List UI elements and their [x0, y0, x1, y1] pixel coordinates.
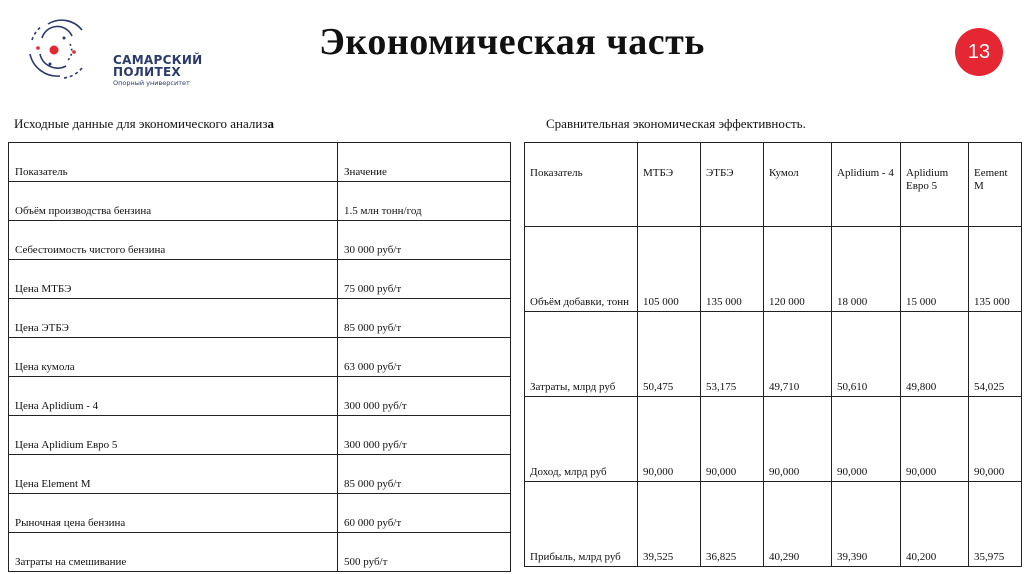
table-row [9, 299, 511, 338]
table-cell: 90,000 [901, 397, 969, 482]
table-header-row [9, 143, 511, 182]
table-cell: 105 000 [638, 227, 701, 312]
table-cell: 85 000 руб/т [338, 299, 511, 338]
table-cell: 53,175 [701, 312, 764, 397]
table-cell: 300 000 руб/т [338, 377, 511, 416]
table-row [525, 227, 1022, 312]
table-cell: 90,000 [701, 397, 764, 482]
header-cell: Eement M [969, 143, 1022, 227]
table-cell: 30 000 руб/т [338, 221, 511, 260]
header-cell: Значение [338, 143, 511, 182]
table-row [9, 533, 511, 572]
slide-number-badge: 13 [955, 28, 1003, 76]
table-row [9, 182, 511, 221]
header-cell: МТБЭ [638, 143, 701, 227]
table-cell: 35,975 [969, 482, 1022, 567]
table-row [9, 455, 511, 494]
table-cell: Цена МТБЭ [9, 260, 338, 299]
efficiency-table [524, 142, 1022, 567]
header-cell: Кумол [764, 143, 832, 227]
table-row [9, 416, 511, 455]
table-row [9, 494, 511, 533]
header-cell: ЭТБЭ [701, 143, 764, 227]
logo-line1: САМАРСКИЙ [113, 53, 203, 67]
table-row [525, 397, 1022, 482]
table-cell: 54,025 [969, 312, 1022, 397]
table-cell: 49,800 [901, 312, 969, 397]
header-cell: Показатель [9, 143, 338, 182]
table-row [9, 260, 511, 299]
table-cell: 90,000 [638, 397, 701, 482]
table-cell: 90,000 [764, 397, 832, 482]
table-row [9, 221, 511, 260]
table-cell: 39,525 [638, 482, 701, 567]
left-caption-bold: а [267, 116, 274, 131]
table-header-row [525, 143, 1022, 227]
table-cell: 60 000 руб/т [338, 494, 511, 533]
table-cell: 135 000 [969, 227, 1022, 312]
table-cell: 39,390 [832, 482, 901, 567]
table-cell: Затраты, млрд руб [525, 312, 638, 397]
table-cell: 85 000 руб/т [338, 455, 511, 494]
header-cell: Показатель [525, 143, 638, 227]
page-title: Экономическая часть [319, 21, 705, 63]
header-cell: Aplidium - 4 [832, 143, 901, 227]
table-cell: 1.5 млн тонн/год [338, 182, 511, 221]
table-cell: 18 000 [832, 227, 901, 312]
table-cell: 90,000 [969, 397, 1022, 482]
table-cell: 40,200 [901, 482, 969, 567]
table-row [9, 338, 511, 377]
table-cell: 300 000 руб/т [338, 416, 511, 455]
table-cell: 50,475 [638, 312, 701, 397]
table-cell: 49,710 [764, 312, 832, 397]
table-cell: Затраты на смешивание [9, 533, 338, 572]
logo-line2: ПОЛИТЕХ [113, 65, 181, 79]
table-row [525, 312, 1022, 397]
table-cell: 50,610 [832, 312, 901, 397]
table-cell: Объём производства бензина [9, 182, 338, 221]
input-data-table [8, 142, 511, 572]
table-cell: 500 руб/т [338, 533, 511, 572]
logo-line3: Опорный университет [113, 79, 190, 87]
header-cell: Aplidium Евро 5 [901, 143, 969, 227]
table-cell: 135 000 [701, 227, 764, 312]
table-cell: 90,000 [832, 397, 901, 482]
table-row [525, 482, 1022, 567]
table-cell: Цена Element M [9, 455, 338, 494]
table-cell: 15 000 [901, 227, 969, 312]
table-row [9, 377, 511, 416]
left-table-caption [14, 116, 274, 132]
table-cell: Прибыль, млрд руб [525, 482, 638, 567]
left-caption-text: Исходные данные для экономического анализ [14, 116, 268, 131]
table-cell: Объём добавки, тонн [525, 227, 638, 312]
table-cell: Себестоимость чистого бензина [9, 221, 338, 260]
table-cell: Доход, млрд руб [525, 397, 638, 482]
table-cell: 36,825 [701, 482, 764, 567]
table-cell: Цена Aplidium Евро 5 [9, 416, 338, 455]
table-cell: 40,290 [764, 482, 832, 567]
table-cell: Цена Aplidium - 4 [9, 377, 338, 416]
table-cell: 120 000 [764, 227, 832, 312]
table-cell: 75 000 руб/т [338, 260, 511, 299]
table-cell: Цена ЭТБЭ [9, 299, 338, 338]
table-cell: Рыночная цена бензина [9, 494, 338, 533]
right-table-caption: Сравнительная экономическая эффективность. [546, 116, 806, 131]
table-cell: 63 000 руб/т [338, 338, 511, 377]
table-cell: Цена кумола [9, 338, 338, 377]
